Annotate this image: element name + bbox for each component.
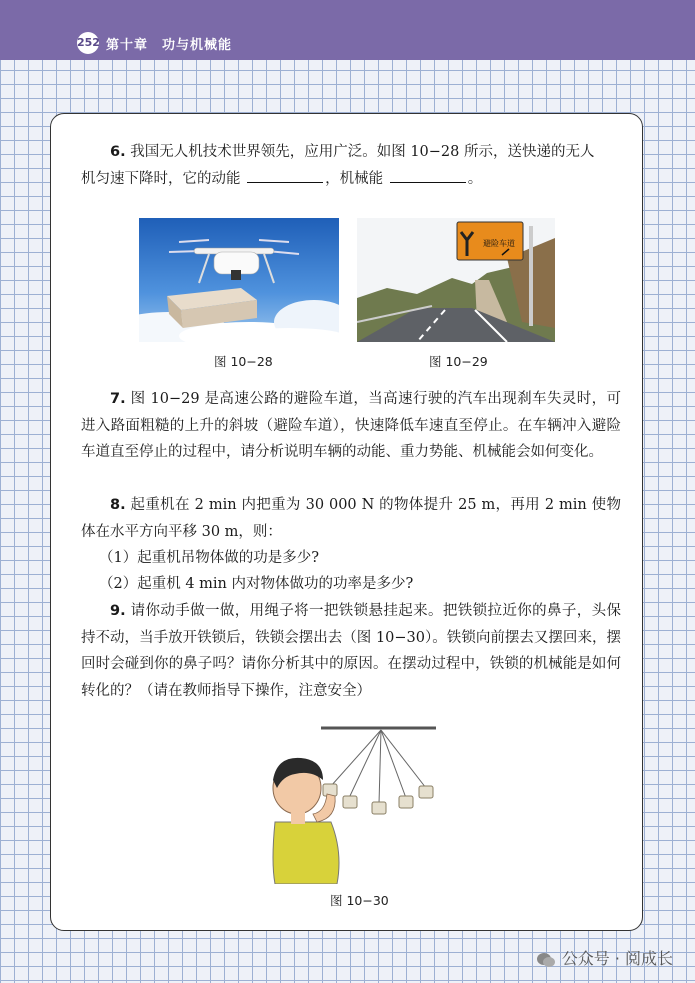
answer-blank-kinetic[interactable] xyxy=(247,168,323,183)
question-7-text: 图 10−29 是高速公路的避险车道，当高速行驶的汽车出现刹车失灵时，可进入路面粗糙的上升的斜坡（避险车道），快速降低车速直至停止。在车辆冲入避险车道直至停止的过程中，请分析说明车辆的动能、重力势能、机械能会如何变化。 xyxy=(81,391,621,460)
question-8 xyxy=(81,492,621,545)
watermark xyxy=(536,946,673,969)
figure-10-28-caption: 图 10−28 xyxy=(214,354,273,369)
escape-lane-sign-text: 避险车道 xyxy=(483,239,515,248)
question-8-number: 8. xyxy=(110,497,126,513)
answer-blank-mechanical[interactable] xyxy=(390,168,466,183)
chapter-header-bar xyxy=(0,0,695,60)
question-7-number: 7. xyxy=(110,391,126,407)
question-9 xyxy=(81,598,621,704)
question-8-sub-1: （1）起重机吊物体做的功是多少? xyxy=(99,550,319,566)
question-8-sub-2: （2）起重机 4 min 内对物体做功的功率是多少? xyxy=(99,576,414,592)
question-6 xyxy=(81,139,621,192)
question-7 xyxy=(81,386,621,466)
question-6-line2c: 。 xyxy=(467,170,483,187)
figure-10-29-escape-lane-photo xyxy=(357,218,555,342)
figure-10-28-drone-photo xyxy=(139,218,339,342)
question-6-number: 6. xyxy=(110,144,126,160)
exercise-card xyxy=(50,113,643,931)
question-9-text: 请你动手做一做，用绳子将一把铁锁悬挂起来。把铁锁拉近你的鼻子，头保持不动，当手放开铁锁后，铁锁会摆出去（图 10−30）。铁锁向前摆去又摆回来，摆回时会碰到你的鼻子吗？请你分析其中的原因。在摆动过程中，铁锁的机械能是如何转化的？（请在教师指导下操作，注意安全） xyxy=(81,603,621,699)
question-9-number: 9. xyxy=(110,603,126,619)
question-6-line1: 我国无人机技术世界领先，应用广泛。如图 10−28 所示，送快递的无人 xyxy=(130,144,595,160)
figure-10-30-caption: 图 10−30 xyxy=(330,893,389,908)
watermark-text: 公众号 · 阅成长 xyxy=(561,949,673,968)
question-8-text: 起重机在 2 min 内把重为 30 000 N 的物体提升 25 m，再用 2 min 使物体在水平方向平移 30 m，则： xyxy=(81,497,621,540)
wechat-icon xyxy=(536,952,556,968)
page-number: 252 xyxy=(77,32,99,54)
question-6-line2b: ，机械能 xyxy=(325,170,384,187)
chapter-title: 第十章 功与机械能 xyxy=(106,38,233,53)
question-6-line2a: 机匀速下降时，它的动能 xyxy=(81,170,241,187)
figure-10-30-pendulum-illustration xyxy=(261,722,441,884)
figure-10-29-caption: 图 10−29 xyxy=(429,354,488,369)
